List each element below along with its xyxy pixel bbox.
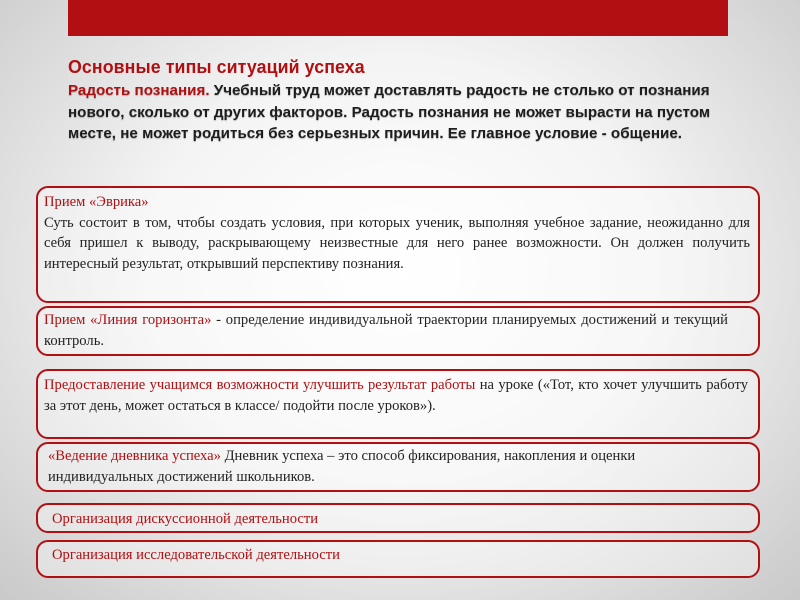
eureka-title: Прием «Эврика»	[44, 194, 149, 210]
horizon-text: - определение индивидуальной траектории планируемых достижений и текущий контроль.	[44, 312, 728, 349]
eureka-technique-box	[36, 186, 760, 303]
diary-title: «Ведение дневника успеха»	[48, 448, 221, 464]
horizon-technique-box	[36, 306, 760, 356]
discussion-activity-box	[36, 503, 760, 533]
diary-text: Дневник успеха – это способ фиксирования, накопления и оценки индивидуальных достижений школьников.	[48, 448, 636, 485]
intro-text: Учебный труд может доставлять радость не столько от познания нового, сколько от других факторов. Радость познания не может вырасти на пустом месте, не может родиться без серьезных причин. Ее главное условие - общение.	[68, 82, 711, 142]
improve-title: Предоставление учащимся возможности улучшить результат работы	[44, 377, 476, 393]
research-activity-box	[36, 540, 760, 578]
slide-header	[68, 56, 728, 145]
eureka-text: Суть состоит в том, чтобы создать условия, при которых ученик, выполняя учебное задание, неожиданно для себя пришел к выводу, раскрывающему неизвестные для него ранее возможности. Он должен получить интересный результат, открывший перспективу познания.	[44, 214, 750, 272]
improve-result-box	[36, 369, 760, 439]
intro-paragraph	[68, 80, 728, 145]
slide-title: Основные типы ситуаций успеха	[68, 56, 365, 77]
improve-text: на уроке («Тот, кто хочет улучшить работу за этот день, может остаться в классе/ подойти после уроков»).	[44, 377, 748, 414]
top-accent-bar	[68, 0, 728, 36]
intro-lead: Радость познания.	[68, 82, 210, 99]
discussion-title: Организация дискуссионной деятельности	[52, 511, 319, 527]
success-diary-box	[36, 442, 760, 492]
research-title: Организация исследовательской деятельности	[52, 547, 340, 563]
horizon-title: Прием «Линия горизонта»	[44, 312, 212, 328]
